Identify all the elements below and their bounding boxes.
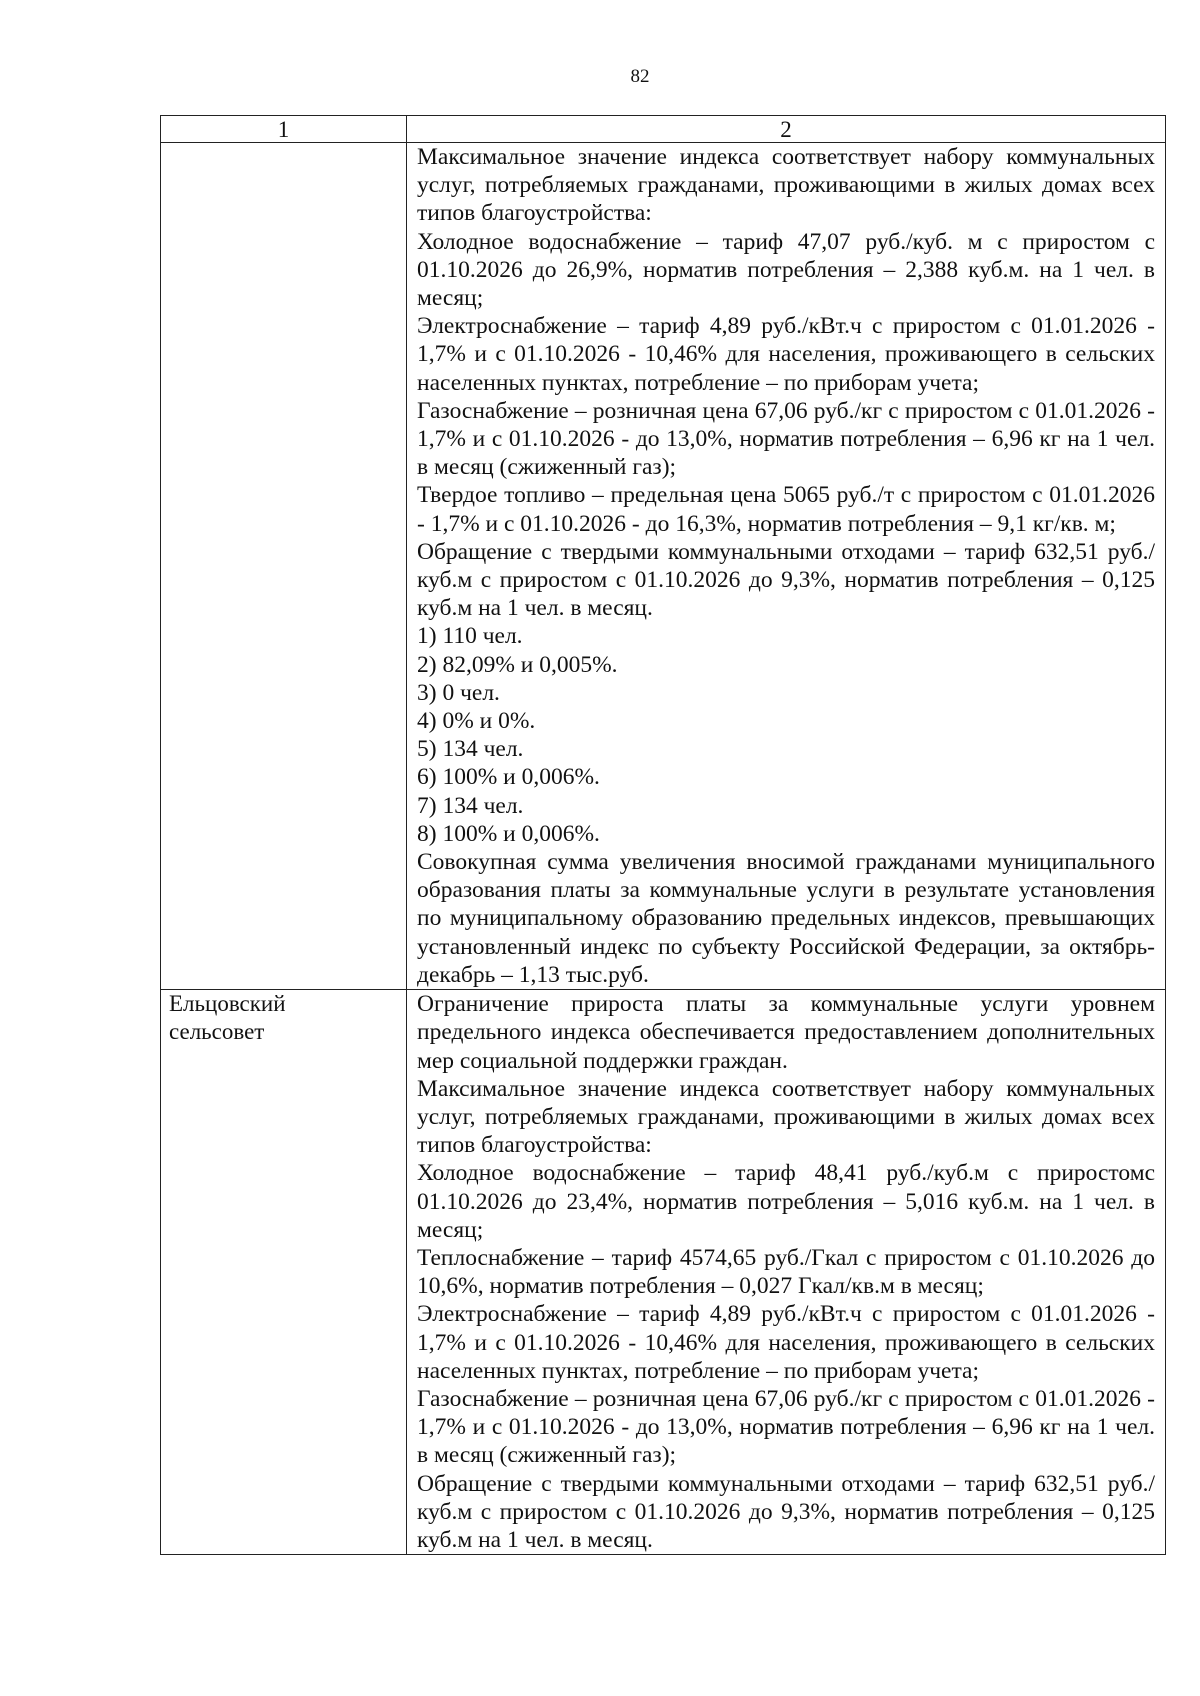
- description-paragraph: Максимальное значение индекса соответствует набору коммунальных услуг, потребляемых гражданами, проживающими в жилых домах всех типов благоустройства:: [417, 1075, 1155, 1159]
- description-paragraph: Обращение с твердыми коммунальными отходами – тариф 632,51 руб./куб.м с приростом с 01.10.2026 до 9,3%, норматив потребления – 0,125 куб.м на 1 чел. в месяц.: [417, 1470, 1155, 1553]
- table-header-row: [161, 116, 1166, 143]
- document-table: [160, 115, 1166, 1555]
- description-paragraph: Ограничение прироста платы за коммунальные услуги уровнем предельного индекса обеспечивается предоставлением дополнительных мер социальной поддержки граждан.: [417, 991, 1155, 1074]
- description-paragraph: Газоснабжение – розничная цена 67,06 руб./кг с приростом с 01.01.2026 - 1,7% и с 01.10.2026 - до 13,0%, норматив потребления – 6,96 кг на 1 чел. в месяц (сжиженный газ);: [417, 1385, 1155, 1469]
- description-paragraph: 4) 0% и 0%.: [417, 708, 536, 735]
- table-body: [161, 143, 1166, 1555]
- municipality-name-line: сельсовет: [169, 1019, 265, 1045]
- description-paragraph: 5) 134 чел.: [417, 736, 524, 763]
- description-paragraph: Электроснабжение – тариф 4,89 руб./кВт.ч с приростом с 01.01.2026 - 1,7% и с 01.10.2026 - 10,46% для населения, проживающего в сельских населенных пунктах, потребление – по приборам учета;: [417, 313, 1155, 396]
- description-paragraph: 2) 82,09% и 0,005%.: [417, 651, 618, 678]
- description-paragraph: Максимальное значение индекса соответствует набору коммунальных услуг, потребляемых гражданами, проживающими в жилых домах всех типов благоустройства:: [417, 144, 1155, 227]
- description-paragraph: Электроснабжение – тариф 4,89 руб./кВт.ч с приростом с 01.01.2026 - 1,7% и с 01.10.2026 - 10,46% для населения, проживающего в сельских населенных пунктах, потребление – по приборам учета;: [417, 1301, 1155, 1384]
- table-row: [161, 990, 1166, 1555]
- description-paragraph: Холодное водоснабжение – тариф 47,07 руб./куб. м с приростом с 01.10.2026 до 26,9%, норматив потребления – 2,388 куб.м. на 1 чел. в месяц;: [417, 228, 1155, 312]
- description-paragraph: 8) 100% и 0,006%.: [417, 820, 600, 847]
- municipality-cell: [161, 990, 407, 1555]
- municipality-name-line: Ельцовский: [169, 991, 286, 1017]
- description-paragraph: 1) 110 чел.: [417, 623, 523, 650]
- description-paragraph: Обращение с твердыми коммунальными отходами – тариф 632,51 руб./куб.м с приростом с 01.10.2026 до 9,3%, норматив потребления – 0,125 куб.м на 1 чел. в месяц.: [417, 538, 1155, 622]
- municipality-cell: [161, 143, 407, 990]
- description-paragraph: Холодное водоснабжение – тариф 48,41 руб./куб.м с приростомс 01.10.2026 до 23,4%, норматив потребления – 5,016 куб.м. на 1 чел. в месяц;: [417, 1160, 1155, 1243]
- description-cell: [407, 990, 1166, 1555]
- page-number: 82: [630, 66, 650, 87]
- description-paragraph: Твердое топливо – предельная цена 5065 руб./т с приростом с 01.01.2026 - 1,7% и с 01.10.2026 - до 16,3%, норматив потребления – 9,1 кг/кв. м;: [417, 482, 1155, 537]
- description-paragraph: 7) 134 чел.: [417, 792, 524, 819]
- description-cell: [407, 143, 1166, 990]
- description-paragraph: Газоснабжение – розничная цена 67,06 руб./кг с приростом с 01.01.2026 - 1,7% и с 01.10.2026 - до 13,0%, норматив потребления – 6,96 кг на 1 чел. в месяц (сжиженный газ);: [417, 397, 1155, 481]
- description-paragraph: Совокупная сумма увеличения вносимой гражданами муниципального образования платы за коммунальные услуги в результате установления по муниципальному образованию предельных индексов, превышающих установленный индекс по субъекту Российской Федерации, за октябрь-декабрь – 1,13 тыс.руб.: [417, 849, 1155, 988]
- description-paragraph: 6) 100% и 0,006%.: [417, 764, 600, 791]
- description-paragraph: Теплоснабжение – тариф 4574,65 руб./Гкал с приростом с 01.10.2026 до 10,6%, норматив потребления – 0,027 Гкал/кв.м в месяц;: [417, 1244, 1155, 1300]
- column-header-1: 1: [161, 116, 407, 143]
- table-row: [161, 143, 1166, 990]
- column-header-2: 2: [407, 116, 1166, 143]
- description-paragraph: 3) 0 чел.: [417, 679, 500, 706]
